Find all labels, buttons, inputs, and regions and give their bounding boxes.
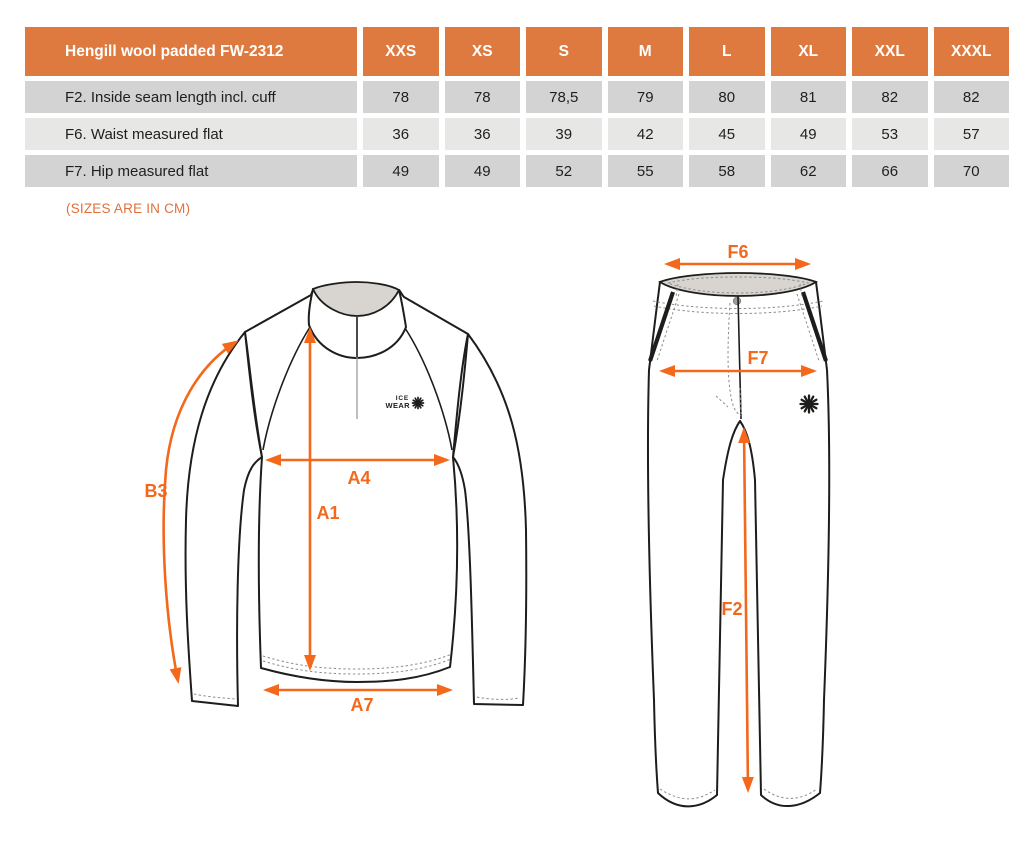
value-cell: 78,5 (526, 81, 602, 113)
value-cell: 49 (771, 118, 847, 150)
measure-label-f2: F2 (721, 599, 743, 619)
size-col-xxxl: XXXL (934, 27, 1010, 76)
value-cell: 53 (852, 118, 928, 150)
measurement-label: F2. Inside seam length incl. cuff (25, 81, 357, 113)
value-cell: 36 (363, 118, 439, 150)
size-col-s: S (526, 27, 602, 76)
measure-label-f7: F7 (747, 348, 769, 368)
product-name-header: Hengill wool padded FW-2312 (25, 27, 357, 76)
value-cell: 78 (363, 81, 439, 113)
measure-a7-hem (266, 690, 450, 715)
measure-label-b3: B3 (144, 481, 168, 501)
value-cell: 39 (526, 118, 602, 150)
value-cell: 79 (608, 81, 684, 113)
waist-button (733, 297, 741, 305)
measure-label-a1: A1 (316, 503, 340, 523)
value-cell: 81 (771, 81, 847, 113)
value-cell: 80 (689, 81, 765, 113)
value-cell: 78 (445, 81, 521, 113)
value-cell: 58 (689, 155, 765, 187)
value-cell: 49 (445, 155, 521, 187)
value-cell: 62 (771, 155, 847, 187)
value-cell: 82 (852, 81, 928, 113)
size-col-m: M (608, 27, 684, 76)
measure-label-a4: A4 (347, 468, 371, 488)
value-cell: 36 (445, 118, 521, 150)
units-note: (SIZES ARE IN CM) (66, 201, 191, 216)
value-cell: 57 (934, 118, 1010, 150)
value-cell: 55 (608, 155, 684, 187)
value-cell: 42 (608, 118, 684, 150)
measurement-label: F6. Waist measured flat (25, 118, 357, 150)
measure-f2-inseam (721, 430, 748, 790)
size-col-xs: XS (445, 27, 521, 76)
logo-text-wear: WEAR (385, 401, 410, 410)
measure-f6-waist (667, 242, 808, 264)
size-col-l: L (689, 27, 765, 76)
value-cell: 70 (934, 155, 1010, 187)
value-cell: 52 (526, 155, 602, 187)
size-col-xxl: XXL (852, 27, 928, 76)
value-cell: 66 (852, 155, 928, 187)
sweater-diagram (144, 282, 526, 715)
measure-label-a7: A7 (350, 695, 374, 715)
measure-label-f6: F6 (727, 242, 749, 262)
pants-diagram (648, 242, 829, 806)
size-col-xl: XL (771, 27, 847, 76)
value-cell: 82 (934, 81, 1010, 113)
measurement-label: F7. Hip measured flat (25, 155, 357, 187)
size-col-xxs: XXS (363, 27, 439, 76)
value-cell: 49 (363, 155, 439, 187)
value-cell: 45 (689, 118, 765, 150)
logo-text-ice: ICE (395, 395, 409, 402)
